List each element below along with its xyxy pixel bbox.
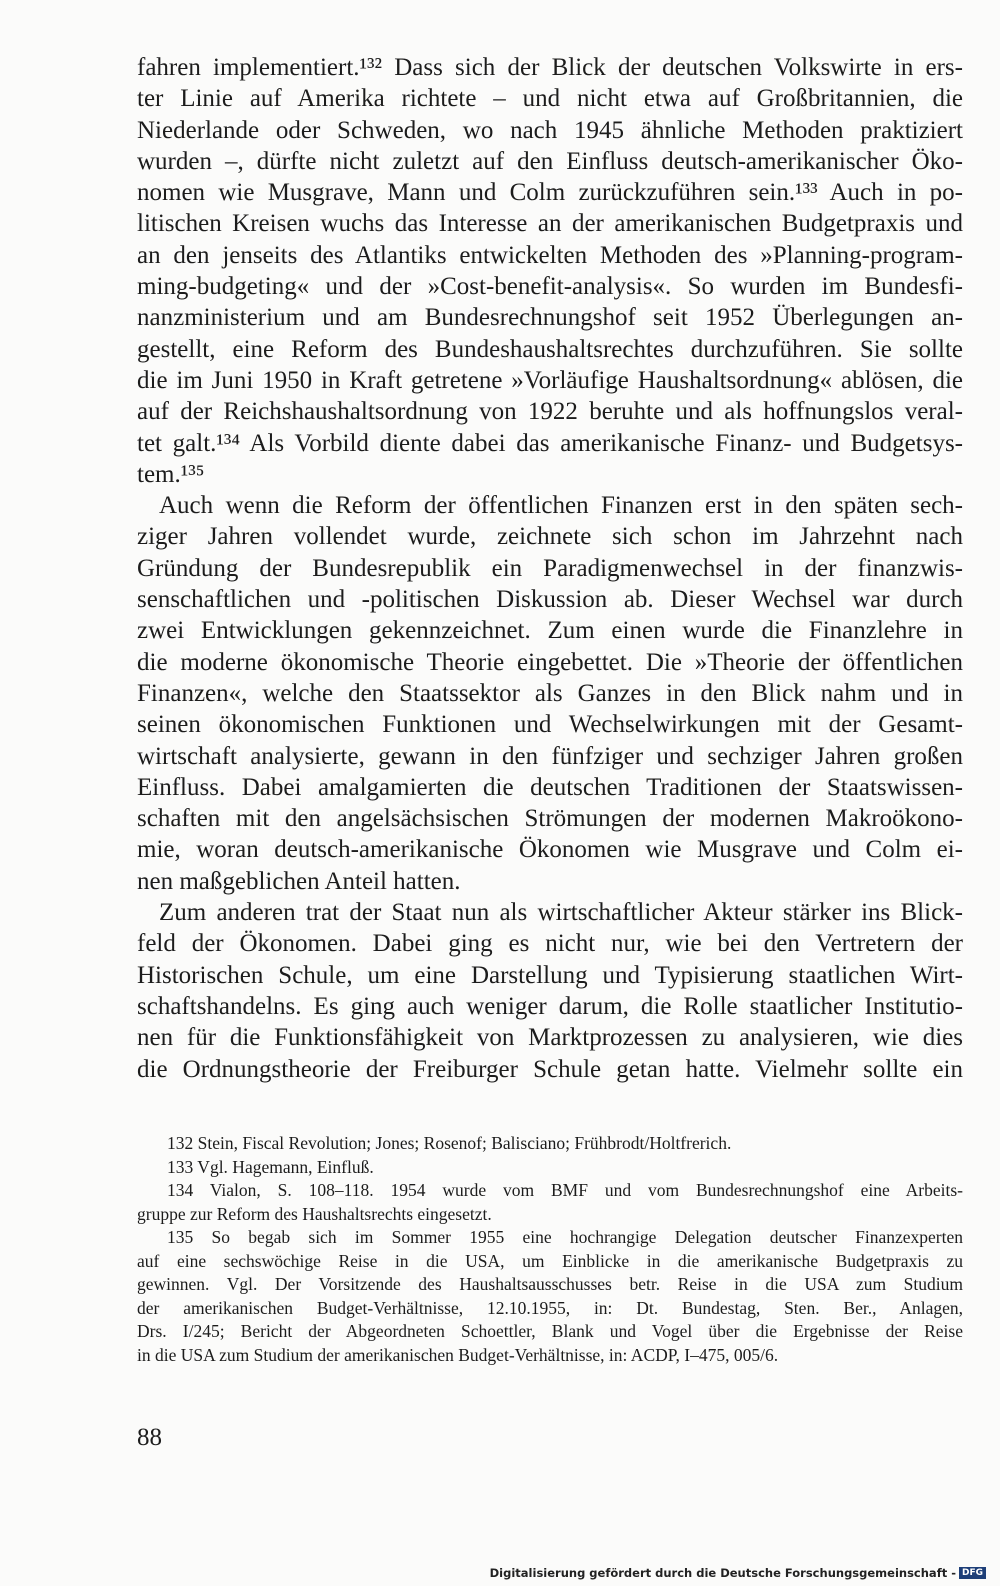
footnote-line: auf eine sechswöchige Reise in die USA, um Einblicke in die amerikanische Budgetpraxis zu [137,1250,963,1271]
page-number: 88 [137,1424,162,1451]
body-line: schaften mit den angelsächsischen Strömungen der modernen Makroökono- [137,805,963,833]
body-line: nomen wie Musgrave, Mann und Colm zurückzuführen sein.¹³³ Auch in po- [137,179,963,207]
body-text [137,52,963,1085]
digitization-notice-text: Digitalisierung gefördert durch die Deutsche Forschungsgemeinschaft - [489,1566,956,1580]
paragraph-start: Auch wenn die Reform der öffentlichen Finanzen erst in den späten sech- [159,492,963,520]
body-line: tem.¹³⁵ [137,460,205,488]
body-line: seinen ökonomischen Funktionen und Wechselwirkungen mit der Gesamt- [137,711,963,739]
footnote-134: 134 Vialon, S. 108–118. 1954 wurde vom BMF und vom Bundesrechnungshof eine Arbeits- [167,1180,963,1200]
body-line: die im Juni 1950 in Kraft getretene »Vorläufige Haushaltsordnung« ablösen, die [137,366,963,394]
body-line: nen für die Funktionsfähigkeit von Marktprozessen zu analysieren, wie dies [137,1024,963,1052]
footnote-135: 135 So begab sich im Sommer 1955 eine hochrangige Delegation deutscher Finanzexperten [167,1227,963,1247]
footnote-line: gewinnen. Vgl. Der Vorsitzende des Haushaltsausschusses betr. Reise in die USA zum Studium [137,1274,963,1294]
paragraph-start: Zum anderen trat der Staat nun als wirtschaftlicher Akteur stärker ins Blick- [159,899,963,927]
body-line: ming-budgeting« und der »Cost-benefit-analysis«. So wurden im Bundesfi- [137,273,963,301]
body-line: Gründung der Bundesrepublik ein Paradigmenwechsel in der finanzwis- [137,554,963,582]
footnote-line: in die USA zum Studium der amerikanischen Budget-Verhältnisse, in: ACDP, I–475, 005/6. [137,1344,779,1365]
body-line: mie, woran deutsch-amerikanische Ökonomen wie Musgrave und Colm ei- [137,836,963,864]
footnote-line: der amerikanischen Budget-Verhältnisse, 12.10.1955, in: Dt. Bundestag, Sten. Ber., Anlagen, [137,1297,963,1318]
body-line: nen maßgeblichen Anteil hatten. [137,867,461,895]
body-line: auf der Reichshaushaltsordnung von 1922 beruhte und als hoffnungslos veral- [137,398,963,426]
footnote-line: Drs. I/245; Bericht der Abgeordneten Schoettler, Blank und Vogel über die Ergebnisse der Reise [137,1321,963,1341]
body-line: die Ordnungstheorie der Freiburger Schule getan hatte. Vielmehr sollte ein [137,1055,963,1083]
body-line: fahren implementiert.¹³² Dass sich der Blick der deutschen Volkswirte in ers- [137,54,963,81]
body-line: gestellt, eine Reform des Bundeshaushaltsrechtes durchzuführen. Sie sollte [137,335,963,363]
body-line: Niederlande oder Schweden, wo nach 1945 ähnliche Methoden praktiziert [137,116,963,144]
body-line: schaftshandelns. Es ging auch weniger darum, die Rolle staatlicher Institutio- [137,992,963,1020]
body-line: nanzministerium und am Bundesrechnungshof seit 1952 Überlegungen an- [137,304,963,332]
footnote-133: 133 Vgl. Hagemann, Einfluß. [167,1156,374,1177]
body-line: Historischen Schule, um eine Darstellung und Typisierung staatlichen Wirt- [137,961,963,989]
body-line: senschaftlichen und -politischen Diskussion ab. Dieser Wechsel war durch [137,586,963,614]
body-line: wurden –, dürfte nicht zuletzt auf den Einfluss deutsch-amerikanischer Öko- [137,147,963,175]
body-line: zwei Entwicklungen gekennzeichnet. Zum einen wurde die Finanzlehre in [137,617,963,645]
body-line: an den jenseits des Atlantiks entwickelten Methoden des »Planning-program- [137,241,963,269]
footnote-line: gruppe zur Reform des Haushaltsrechts eingesetzt. [137,1203,492,1224]
body-line: ter Linie auf Amerika richtete – und nicht etwa auf Großbritannien, die [137,85,963,113]
dfg-logo: DFG [959,1567,986,1579]
body-line: wirtschaft analysierte, gewann in den fünfziger und sechziger Jahren großen [137,742,963,770]
footnotes [137,1132,963,1367]
body-line: ziger Jahren vollendet wurde, zeichnete sich schon im Jahrzehnt nach [137,523,963,551]
digitization-notice [490,1566,986,1580]
footnote-132: 132 Stein, Fiscal Revolution; Jones; Rosenof; Balisciano; Frühbrodt/Holtfrerich. [167,1133,732,1153]
body-line: tet galt.¹³⁴ Als Vorbild diente dabei das amerikanische Finanz- und Budgetsys- [137,429,963,457]
body-line: Einfluss. Dabei amalgamierten die deutschen Traditionen der Staatswissen- [137,773,963,801]
body-line: litischen Kreisen wuchs das Interesse an der amerikanischen Budgetpraxis und [137,210,963,238]
body-line: Finanzen«, welche den Staatssektor als Ganzes in den Blick nahm und in [137,679,963,707]
body-line: feld der Ökonomen. Dabei ging es nicht nur, wie bei den Vertretern der [137,930,963,958]
body-line: die moderne ökonomische Theorie eingebettet. Die »Theorie der öffentlichen [137,648,963,676]
